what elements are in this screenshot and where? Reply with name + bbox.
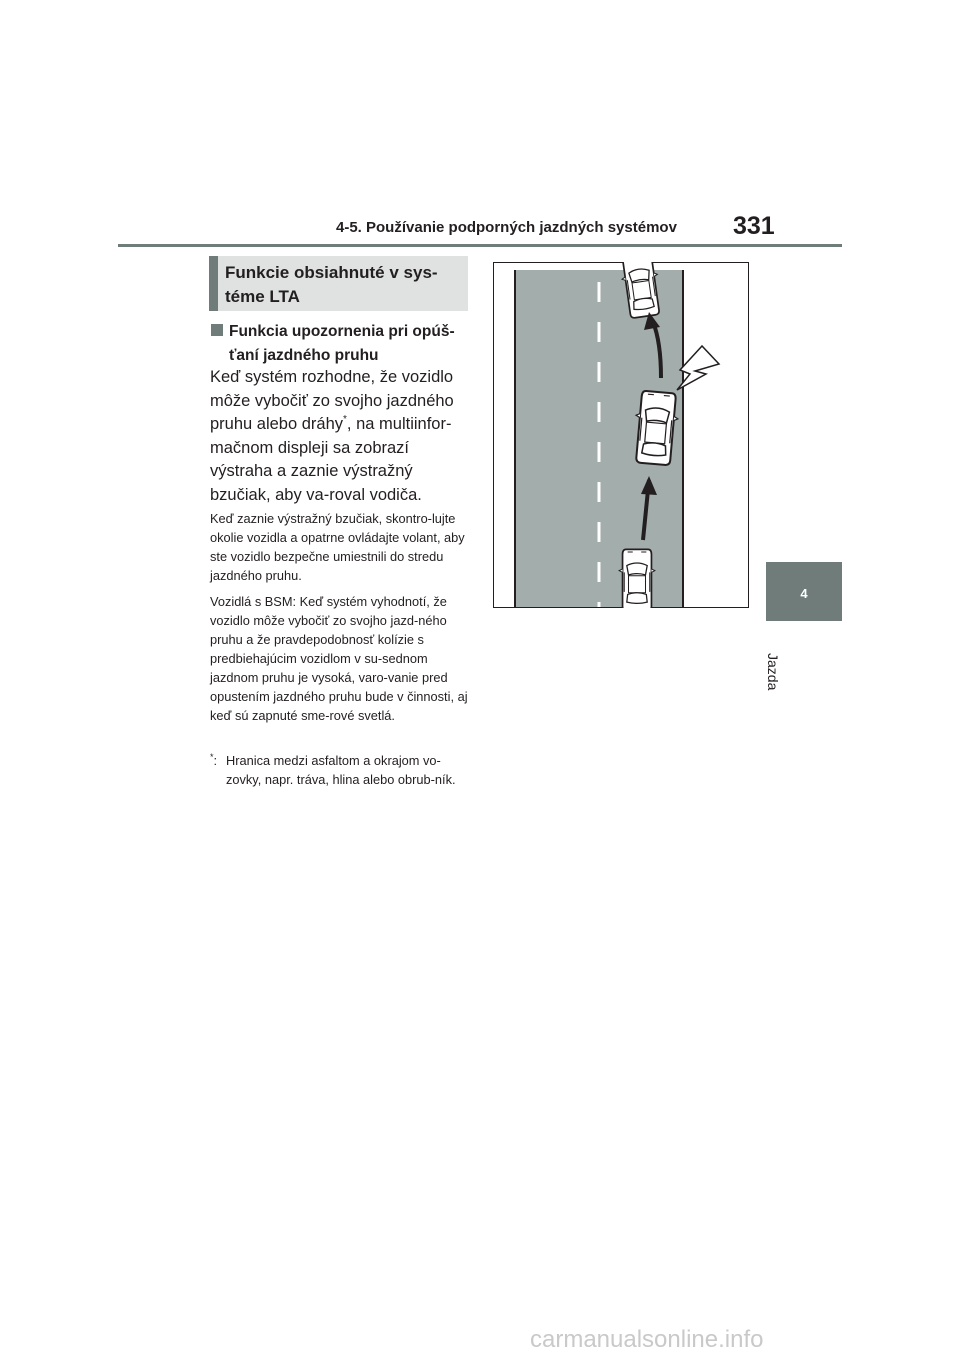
lead-text-2: , na multiinfor-mačnom displeji sa zobrazí výstraha a zaznie výstražný bzučiak, aby va-roval vodiča.	[210, 415, 452, 504]
footnote-reference: *	[343, 414, 347, 426]
lead-paragraph	[210, 366, 470, 508]
section-heading-box	[209, 256, 468, 311]
chapter-name-label: Jazda	[765, 653, 781, 691]
footnote-text: Hranica medzi asfaltom a okrajom vo-zovky, napr. tráva, hlina alebo obrub-ník.	[226, 753, 456, 787]
subheading	[211, 320, 469, 368]
subheading-text: Funkcia upozornenia pri opúš-ťaní jazdného pruhu	[229, 323, 455, 364]
chapter-tab	[766, 562, 842, 621]
paragraph-bsm: Vozidlá s BSM: Keď systém vyhodnotí, že vozidlo môže vybočiť zo svojho jazd-ného pruhu a že pravdepodobnosť kolízie s predbiehajúcim vozidlom v su-sednom jazdnom pruhu je vysoká, varo-vanie pred opustením jazdného pruhu bude v činnosti, aj keď sú zapnuté sme-rové svetlá.	[210, 594, 468, 723]
square-bullet-icon	[211, 324, 223, 336]
running-header: 4-5. Používanie podporných jazdných systémov	[336, 219, 677, 236]
watermark: carmanualsonline.info	[530, 1326, 764, 1353]
car-behind	[619, 549, 655, 608]
footnote	[210, 751, 470, 789]
footnote-marker	[210, 751, 217, 770]
footnote-separator: :	[213, 753, 218, 768]
lead-text-1: Keď systém rozhodne, že vozidlo môže vybočiť zo svojho jazdného pruhu alebo dráhy	[210, 368, 454, 434]
section-title: Funkcie obsiahnuté v sys-téme LTA	[225, 263, 438, 306]
chapter-number: 4	[800, 586, 808, 601]
lane-departure-illustration	[493, 262, 749, 608]
paragraph-buzzer: Keď zaznie výstražný bzučiak, skontro-lujte okolie vozidla a opatrne ovládajte volant, aby ste vozidlo bezpečne umiestnili do stredu jazdného pruhu.	[210, 511, 465, 583]
header-rule	[118, 244, 842, 247]
footnote-asterisk: *	[210, 752, 214, 762]
page-number: 331	[733, 212, 775, 240]
